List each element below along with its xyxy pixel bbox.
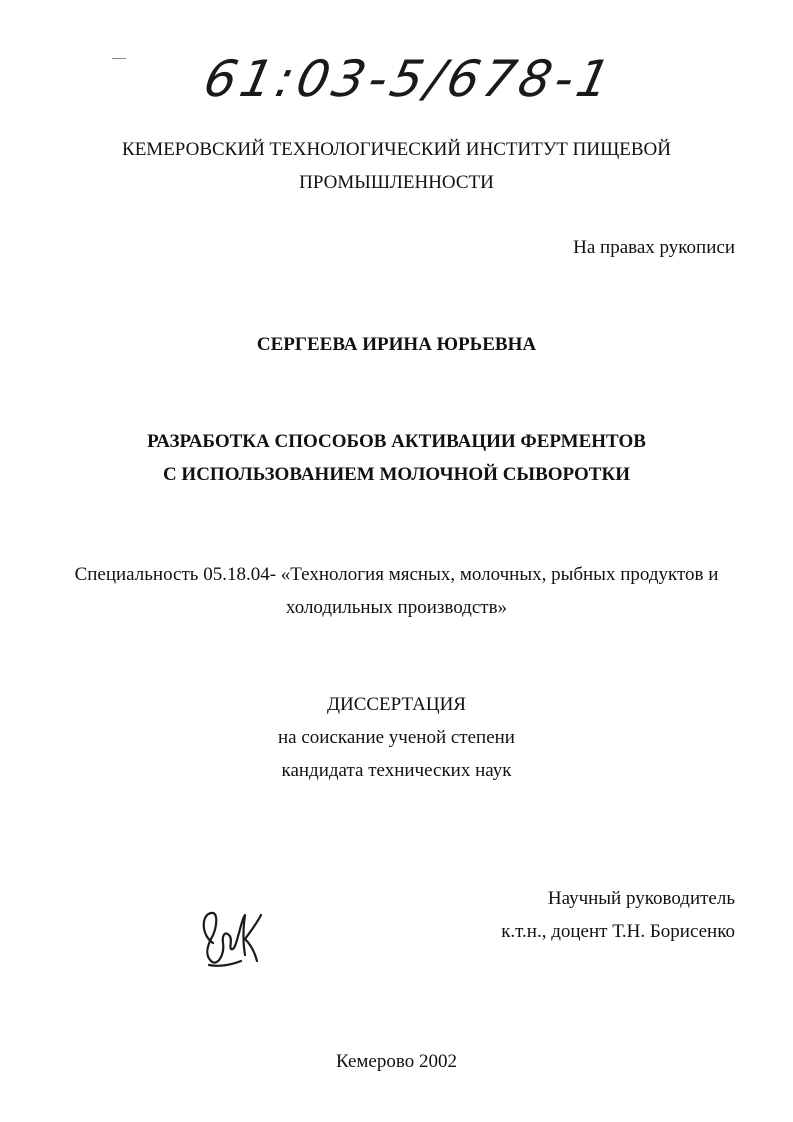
specialty-line1: Специальность 05.18.04- «Технология мясных, молочных, рыбных продуктов и [74, 564, 719, 585]
dissertation-title-line1: РАЗРАБОТКА СПОСОБОВ АКТИВАЦИИ ФЕРМЕНТОВ [147, 431, 646, 452]
city-and-year: Кемерово 2002 [336, 1051, 457, 1072]
manuscript-rights-note: На правах рукописи [573, 237, 735, 258]
work-type-degree-line1: на соискание ученой степени [278, 727, 515, 748]
work-type-degree-line2: кандидата технических наук [281, 760, 512, 781]
supervisor-label: Научный руководитель [547, 888, 735, 909]
supervisor-name: к.т.н., доцент Т.Н. Борисенко [501, 921, 735, 942]
archive-number-handwritten: 61:03-5/678-1 [198, 50, 620, 108]
institute-name-line2: ПРОМЫШЛЕННОСТИ [299, 172, 494, 193]
work-type-heading: ДИССЕРТАЦИЯ [327, 694, 466, 715]
author-name: СЕРГЕЕВА ИРИНА ЮРЬЕВНА [256, 334, 537, 355]
institute-name-line1: КЕМЕРОВСКИЙ ТЕХНОЛОГИЧЕСКИЙ ИНСТИТУТ ПИЩЕВОЙ [122, 139, 671, 160]
scan-mark [112, 58, 126, 59]
dissertation-title-line2: С ИСПОЛЬЗОВАНИЕМ МОЛОЧНОЙ СЫВОРОТКИ [162, 464, 631, 485]
handwritten-signature-icon [195, 895, 275, 975]
specialty-line2: холодильных производств» [285, 597, 508, 618]
